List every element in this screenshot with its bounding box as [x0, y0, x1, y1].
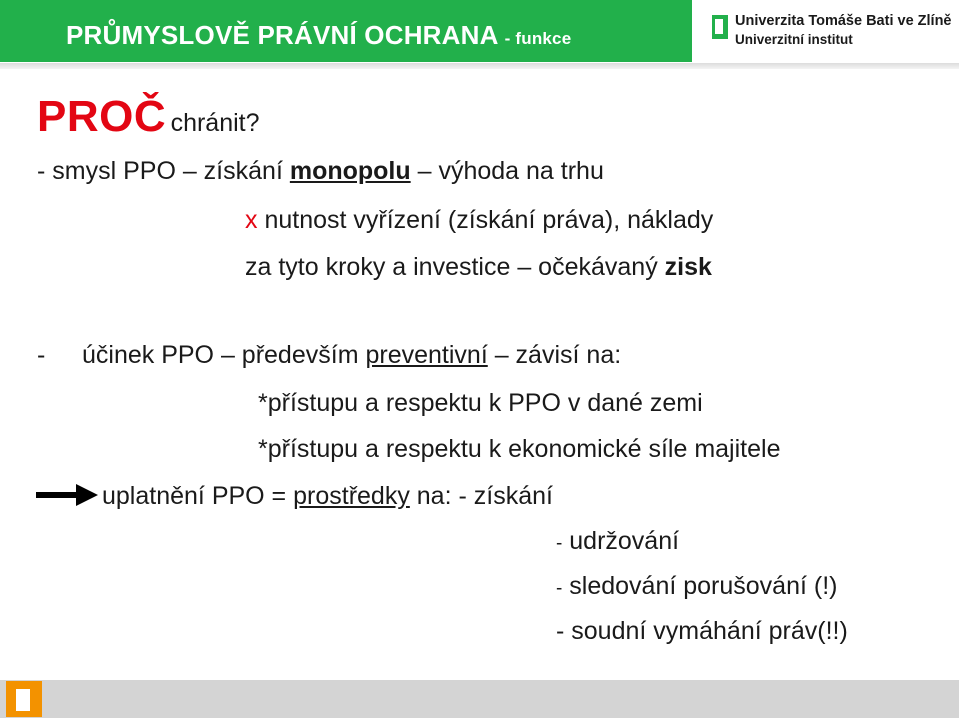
line9-dash: -: [556, 578, 563, 599]
text-line-enforcement: [102, 482, 553, 511]
line7-start: uplatnění PPO =: [102, 482, 294, 510]
line8-text: udržování: [562, 527, 680, 555]
line1-end: – výhoda na trhu: [410, 157, 604, 185]
line4-dash: -: [37, 341, 46, 369]
line4-preventive: preventivní: [365, 341, 488, 369]
heading-rest: chránit?: [170, 109, 260, 137]
slide-header-title: [66, 20, 571, 51]
line7-end: na: - získání: [409, 482, 553, 510]
line4-end: – závisí na:: [487, 341, 622, 369]
line4-start: účinek PPO – především: [82, 341, 366, 369]
text-line-access-country: *přístupu a respektu k PPO v dané zemi: [258, 389, 703, 417]
text-line-monitoring: [556, 572, 837, 601]
text-line-costs: [245, 206, 713, 235]
line2-x-mark: x: [245, 206, 258, 234]
logo-institute-name: Univerzitní institut: [735, 32, 853, 47]
text-line-access-owner: *přístupu a respektu k ekonomické síle majitele: [258, 435, 781, 463]
heading-bold-word: PROČ: [37, 92, 167, 141]
slide-heading: [37, 92, 260, 142]
line2-text: nutnost vyřízení (získání práva), náklady: [257, 206, 714, 234]
arrow-right-icon: [36, 484, 98, 506]
line3-zisk: zisk: [664, 253, 712, 281]
line7-means: prostředky: [293, 482, 410, 510]
utb-logo-icon: [712, 15, 728, 39]
line1-monopoly: monopolu: [289, 157, 411, 185]
header-subtitle: - funkce: [504, 29, 572, 48]
footer-logo-icon: [6, 681, 42, 717]
text-line-maintenance: [556, 527, 679, 556]
footer-bar: [0, 680, 959, 718]
line3-start: za tyto kroky a investice – očekávaný: [245, 253, 665, 281]
text-line-court: - soudní vymáhání práv(!!): [556, 617, 848, 645]
line1-start: - smysl PPO – získání: [37, 157, 290, 185]
line8-dash: -: [556, 533, 563, 554]
header-title-text: PRŮMYSLOVĚ PRÁVNÍ OCHRANA: [66, 20, 499, 50]
header-divider: [0, 63, 959, 69]
logo-university-name: Univerzita Tomáše Bati ve Zlíně: [735, 13, 952, 29]
line9-text: sledování porušování (!): [562, 572, 838, 600]
line4-text: [82, 341, 621, 370]
text-line-purpose: [37, 157, 604, 186]
text-line-effect: [37, 341, 622, 370]
text-line-profit: [245, 253, 712, 282]
